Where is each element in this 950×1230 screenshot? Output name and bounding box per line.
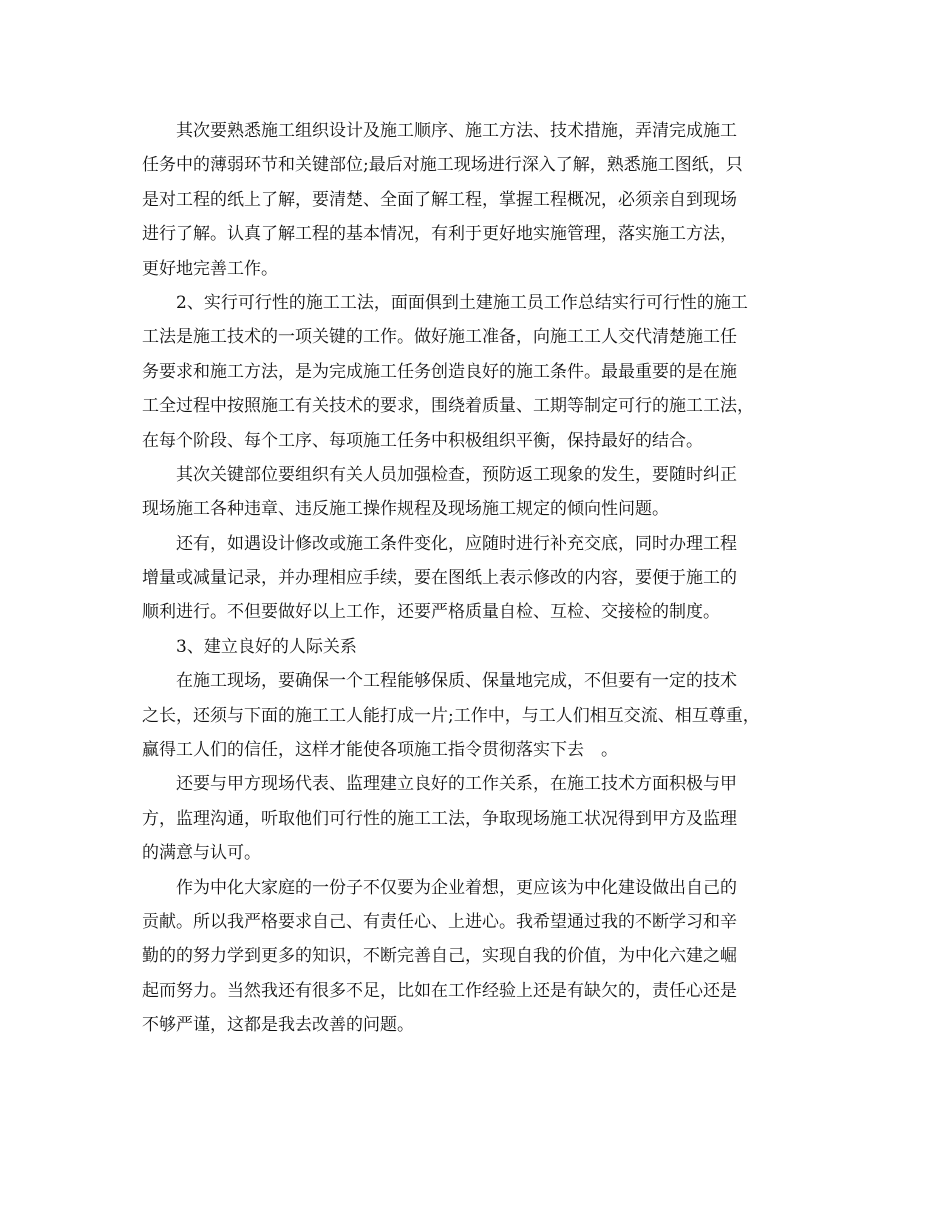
text-line: 还要与甲方现场代表、监理建立良好的工作关系，在施工技术方面积极与甲 (142, 774, 737, 795)
text-line: 务要求和施工方法，是为完成施工任务创造良好的施工条件。最最重要的是在施 (142, 361, 737, 382)
text-line: 在每个阶段、每个工序、每项施工任务中积极组织平衡，保持最好的结合。 (142, 430, 703, 451)
text-line: 作为中化大家庭的一份子不仅要为企业着想，更应该为中化建设做出自己的 (142, 877, 737, 898)
text-line: 2、实行可行性的施工工法，面面俱到土建施工员工作总结实行可行性的施工 (142, 292, 748, 313)
text-line: 方，监理沟通，听取他们可行性的施工工法，争取现场施工状况得到甲方及监理 (142, 808, 737, 829)
text-line: 进行了解。认真了解工程的基本情况，有利于更好地实施管理，落实施工方法， (142, 224, 737, 245)
text-line: 任务中的薄弱环节和关键部位;最后对施工现场进行深入了解，熟悉施工图纸，只 (142, 155, 743, 176)
text-line: 其次关键部位要组织有关人员加强检查，预防返工现象的发生，要随时纠正 (142, 464, 737, 485)
text-line: 起而努力。当然我还有很多不足，比如在工作经验上还是有缺欠的，责任心还是 (142, 980, 737, 1001)
text-line: 更好地完善工作。 (142, 258, 278, 279)
text-line: 顺利进行。不但要做好以上工作，还要严格质量自检、互检、交接检的制度。 (142, 602, 720, 623)
text-line: 增量或减量记录，并办理相应手续，要在图纸上表示修改的内容，要便于施工的 (142, 568, 737, 589)
text-line: 贡献。所以我严格要求自己、有责任心、上进心。我希望通过我的不断学习和辛 (142, 911, 737, 932)
document-body (142, 114, 812, 1043)
text-line: 勤的的努力学到更多的知识，不断完善自己，实现自我的价值，为中化六建之崛 (142, 946, 737, 967)
text-line: 之长，还须与下面的施工工人能打成一片;工作中，与工人们相互交流、相互尊重， (142, 705, 760, 726)
text-line: 不够严谨，这都是我去改善的问题。 (142, 1015, 414, 1036)
text-line: 是对工程的纸上了解，要清楚、全面了解工程，掌握工程概况，必须亲自到现场 (142, 189, 737, 210)
text-line: 工法是施工技术的一项关键的工作。做好施工准备，向施工工人交代清楚施工任 (142, 327, 737, 348)
text-line: 在施工现场，要确保一个工程能够保质、保量地完成，不但要有一定的技术 (142, 671, 737, 692)
text-line: 赢得工人们的信任，这样才能使各项施工指令贯彻落实下去 。 (142, 740, 618, 761)
text-line: 其次要熟悉施工组织设计及施工顺序、施工方法、技术措施，弄清完成施工 (142, 121, 737, 141)
section-heading: 3、建立良好的人际关系 (142, 636, 357, 657)
text-line: 现场施工各种违章、违反施工操作规程及现场施工规定的倾向性问题。 (142, 499, 669, 520)
text-line: 工全过程中按照施工有关技术的要求，围绕着质量、工期等制定可行的施工工法， (142, 396, 754, 417)
text-line: 还有，如遇设计修改或施工条件变化，应随时进行补充交底，同时办理工程 (142, 533, 737, 554)
text-line: 的满意与认可。 (142, 843, 261, 864)
